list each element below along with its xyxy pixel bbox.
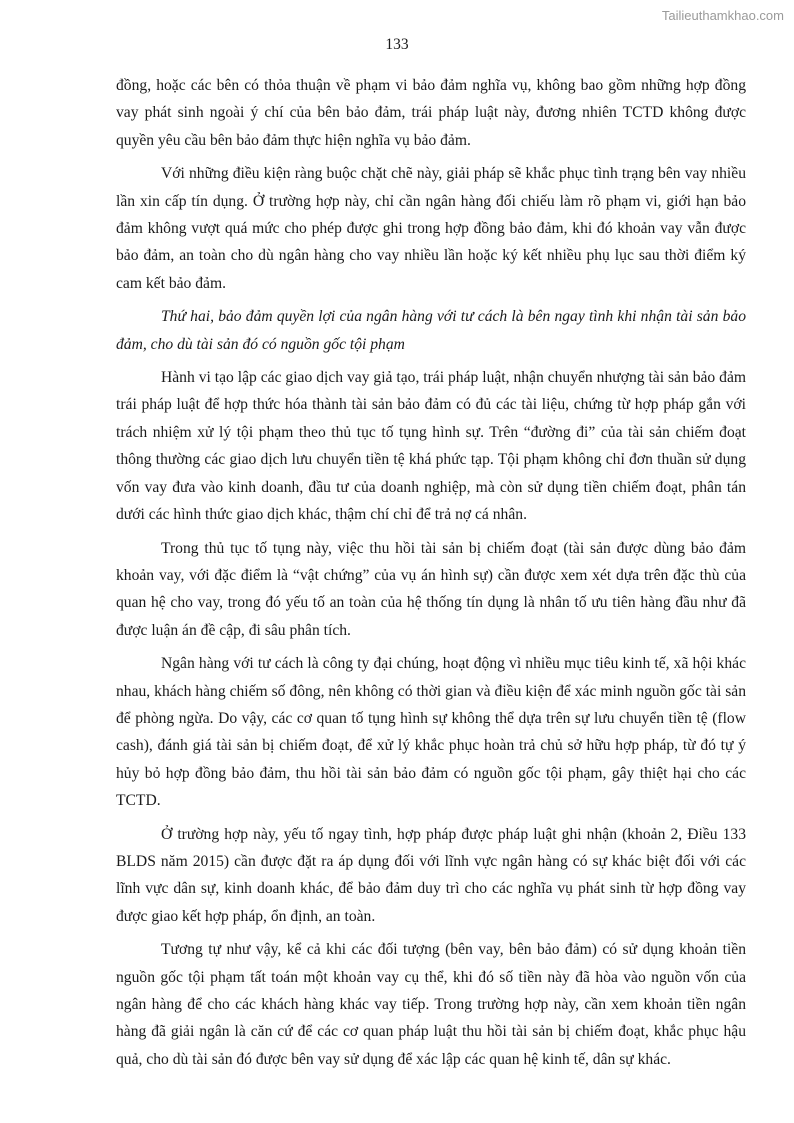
paragraph: Với những điều kiện ràng buộc chặt chẽ này, giải pháp sẽ khắc phục tình trạng bên vay nhiều lần xin cấp tín dụng. Ở trường hợp này, chỉ cần ngân hàng đối chiếu làm rõ phạm vi, giới hạn bảo đảm không vượt quá mức cho phép được ghi trong hợp đồng bảo đảm, khi đó khoản vay vẫn được bảo đảm, an toàn cho dù ngân hàng cho vay nhiều lần hoặc ký kết nhiều phụ lục sau thời điểm ký cam kết bảo đảm. (116, 165, 746, 292)
paragraph: Ở trường hợp này, yếu tố ngay tình, hợp pháp được pháp luật ghi nhận (khoản 2, Điều 133 BLDS năm 2015) cần được đặt ra áp dụng đối với lĩnh vực ngân hàng có sự khác biệt đối với các lĩnh vực dân sự, kinh doanh khác, để bảo đảm duy trì cho các nghĩa vụ phát sinh từ hợp đồng vay được giao kết hợp pháp, ổn định, an toàn. (116, 825, 746, 925)
paragraph: Ngân hàng với tư cách là công ty đại chúng, hoạt động vì nhiều mục tiêu kinh tế, xã hội khác nhau, khách hàng chiếm số đông, nên không có thời gian và điều kiện để xác minh nguồn gốc tài sản để phòng ngừa. Do vậy, các cơ quan tố tụng hình sự không thể dựa trên sự lưu chuyển tiền tệ (flow cash), đánh giá tài sản bị chiếm đoạt, để xử lý khắc phục hoàn trả chủ sở hữu hợp pháp, từ đó tự ý hủy bỏ hợp đồng bảo đảm, thu hồi tài sản bảo đảm có nguồn gốc tội phạm, gây thiệt hại cho các TCTD. (116, 655, 746, 810)
paragraph: Trong thủ tục tố tụng này, việc thu hồi tài sản bị chiếm đoạt (tài sản được dùng bảo đảm khoản vay, với đặc điểm là “vật chứng” của vụ án hình sự) cần được xem xét dựa trên đặc thù của quan hệ cho vay, trong đó yếu tố an toàn của hệ thống tín dụng là nhân tố ưu tiên hàng đầu như đã được luận án đề cập, đi sâu phân tích. (116, 539, 746, 639)
section-heading: Thứ hai, bảo đảm quyền lợi của ngân hàng với tư cách là bên ngay tình khi nhận tài sản bảo đảm, cho dù tài sản đó có nguồn gốc tội phạm (116, 308, 746, 353)
paragraph: Hành vi tạo lập các giao dịch vay giả tạo, trái pháp luật, nhận chuyển nhượng tài sản bảo đảm trái pháp luật để hợp thức hóa thành tài sản bảo đảm có đủ các tài liệu, chứng từ hợp pháp gắn với trách nhiệm xử lý tội phạm theo thủ tục tố tụng hình sự. Trên “đường đi” của tài sản chiếm đoạt thông thường các giao dịch lưu chuyển tiền tệ khá phức tạp. Tội phạm không chỉ đơn thuần sử dụng vốn vay đưa vào kinh doanh, đầu tư của doanh nghiệp, mà còn sử dụng tiền chiếm đoạt, phân tán dưới các hình thức giao dịch khác, thậm chí chỉ để trả nợ cá nhân. (116, 369, 746, 524)
watermark: Tailieuthamkhao.com (661, 8, 784, 23)
document-body (116, 72, 746, 1079)
paragraph-continuation: đồng, hoặc các bên có thỏa thuận về phạm vi bảo đảm nghĩa vụ, không bao gồm những hợp đồng vay phát sinh ngoài ý chí của bên bảo đảm, trái pháp luật này, đương nhiên TCTD không được quyền yêu cầu bên bảo đảm thực hiện nghĩa vụ bảo đảm. (116, 77, 746, 149)
page-number: 133 (385, 36, 409, 53)
paragraph: Tương tự như vậy, kể cả khi các đối tượng (bên vay, bên bảo đảm) có sử dụng khoản tiền nguồn gốc tội phạm tất toán một khoản vay cụ thể, khi đó số tiền này đã hòa vào nguồn vốn của ngân hàng để cho các khách hàng khác vay tiếp. Trong trường hợp này, cần xem khoản tiền ngân hàng đã giải ngân là căn cứ để các cơ quan pháp luật thu hồi tài sản bị chiếm đoạt, khắc phục hậu quả, cho dù tài sản đó được bên vay sử dụng để xác lập các quan hệ kinh tế, dân sự khác. (116, 941, 746, 1068)
